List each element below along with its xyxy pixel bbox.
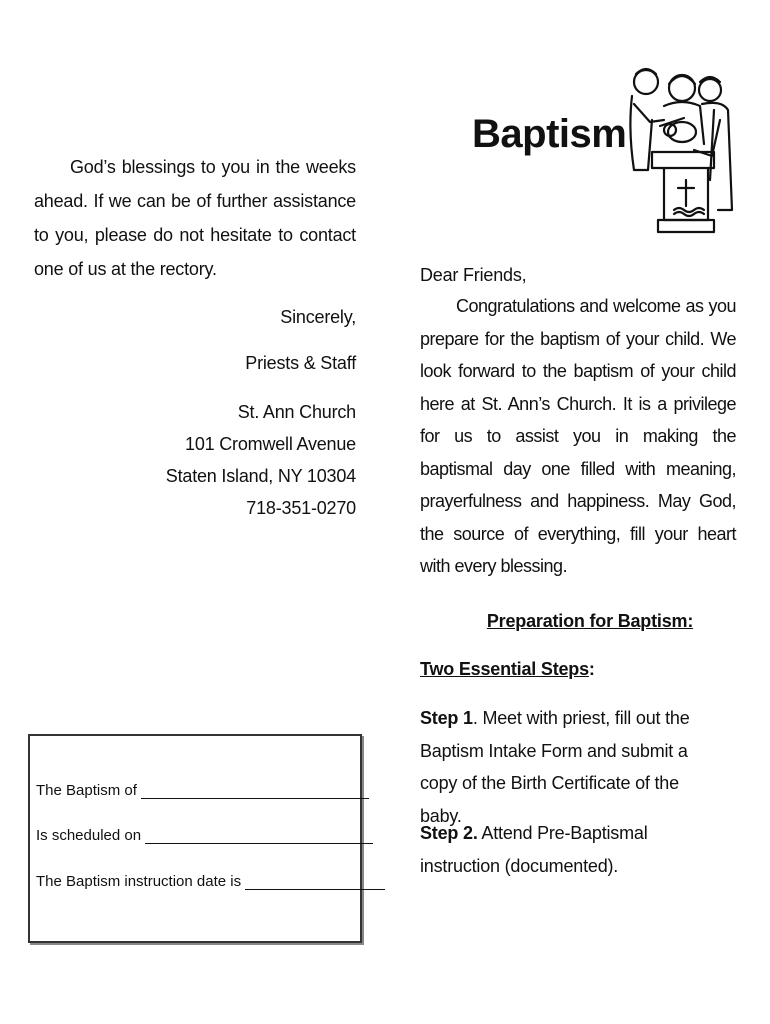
step-2 [420, 817, 720, 882]
greeting: Dear Friends, [420, 265, 527, 285]
instruction-label: The Baptism instruction date is [36, 873, 242, 890]
scheduled-blank[interactable] [145, 829, 373, 844]
baptism-of-blank[interactable] [141, 784, 369, 799]
church-address [34, 396, 356, 524]
instruction-row [36, 873, 385, 890]
preparation-heading: Preparation for Baptism: [486, 611, 694, 631]
steps-heading-line [420, 652, 595, 686]
welcome-paragraph: Congratulations and welcome as you prepare for the baptism of your child. We look forward to the baptism of your child here at St. Ann’s Church. It is a privilege for us to assist you in making the baptismal day one filled with meaning, prayerfulness and happiness. May God, the source of everything, fill your heart with every blessing. [420, 296, 736, 576]
church-street: 101 Cromwell Avenue [185, 434, 356, 454]
step-1-label: Step 1 [420, 708, 473, 728]
steps-heading-colon: : [588, 659, 595, 679]
sincerely-text: Sincerely, [280, 307, 356, 327]
church-name: St. Ann Church [237, 402, 356, 422]
step-1-text: Meet with priest, fill out the Baptism Intake Form and submit a copy of the Birth Certificate of the baby. [420, 708, 690, 826]
church-phone: 718-351-0270 [246, 498, 356, 518]
step-1 [420, 702, 720, 832]
signature-text: Priests & Staff [245, 353, 356, 373]
step-2-label: Step 2. [420, 823, 478, 843]
scheduled-label: Is scheduled on [36, 827, 142, 844]
step-1-sep: . [472, 708, 478, 728]
step-2-text: Attend Pre-Baptismal instruction (documented). [420, 823, 648, 876]
baptism-illustration-icon [624, 60, 736, 236]
baptism-of-label: The Baptism of [36, 782, 137, 799]
scheduled-row [36, 827, 373, 844]
steps-heading: Two Essential Steps [420, 659, 589, 679]
baptism-schedule-form [28, 734, 362, 943]
closing-paragraph: God’s blessings to you in the weeks ahead. If we can be of further assistance to you, please do not hesitate to contact one of us at the rectory. [34, 157, 356, 279]
page-title: Baptism [472, 112, 627, 156]
church-city: Staten Island, NY 10304 [165, 466, 356, 486]
instruction-blank[interactable] [245, 875, 385, 890]
baptism-of-row [36, 782, 369, 799]
